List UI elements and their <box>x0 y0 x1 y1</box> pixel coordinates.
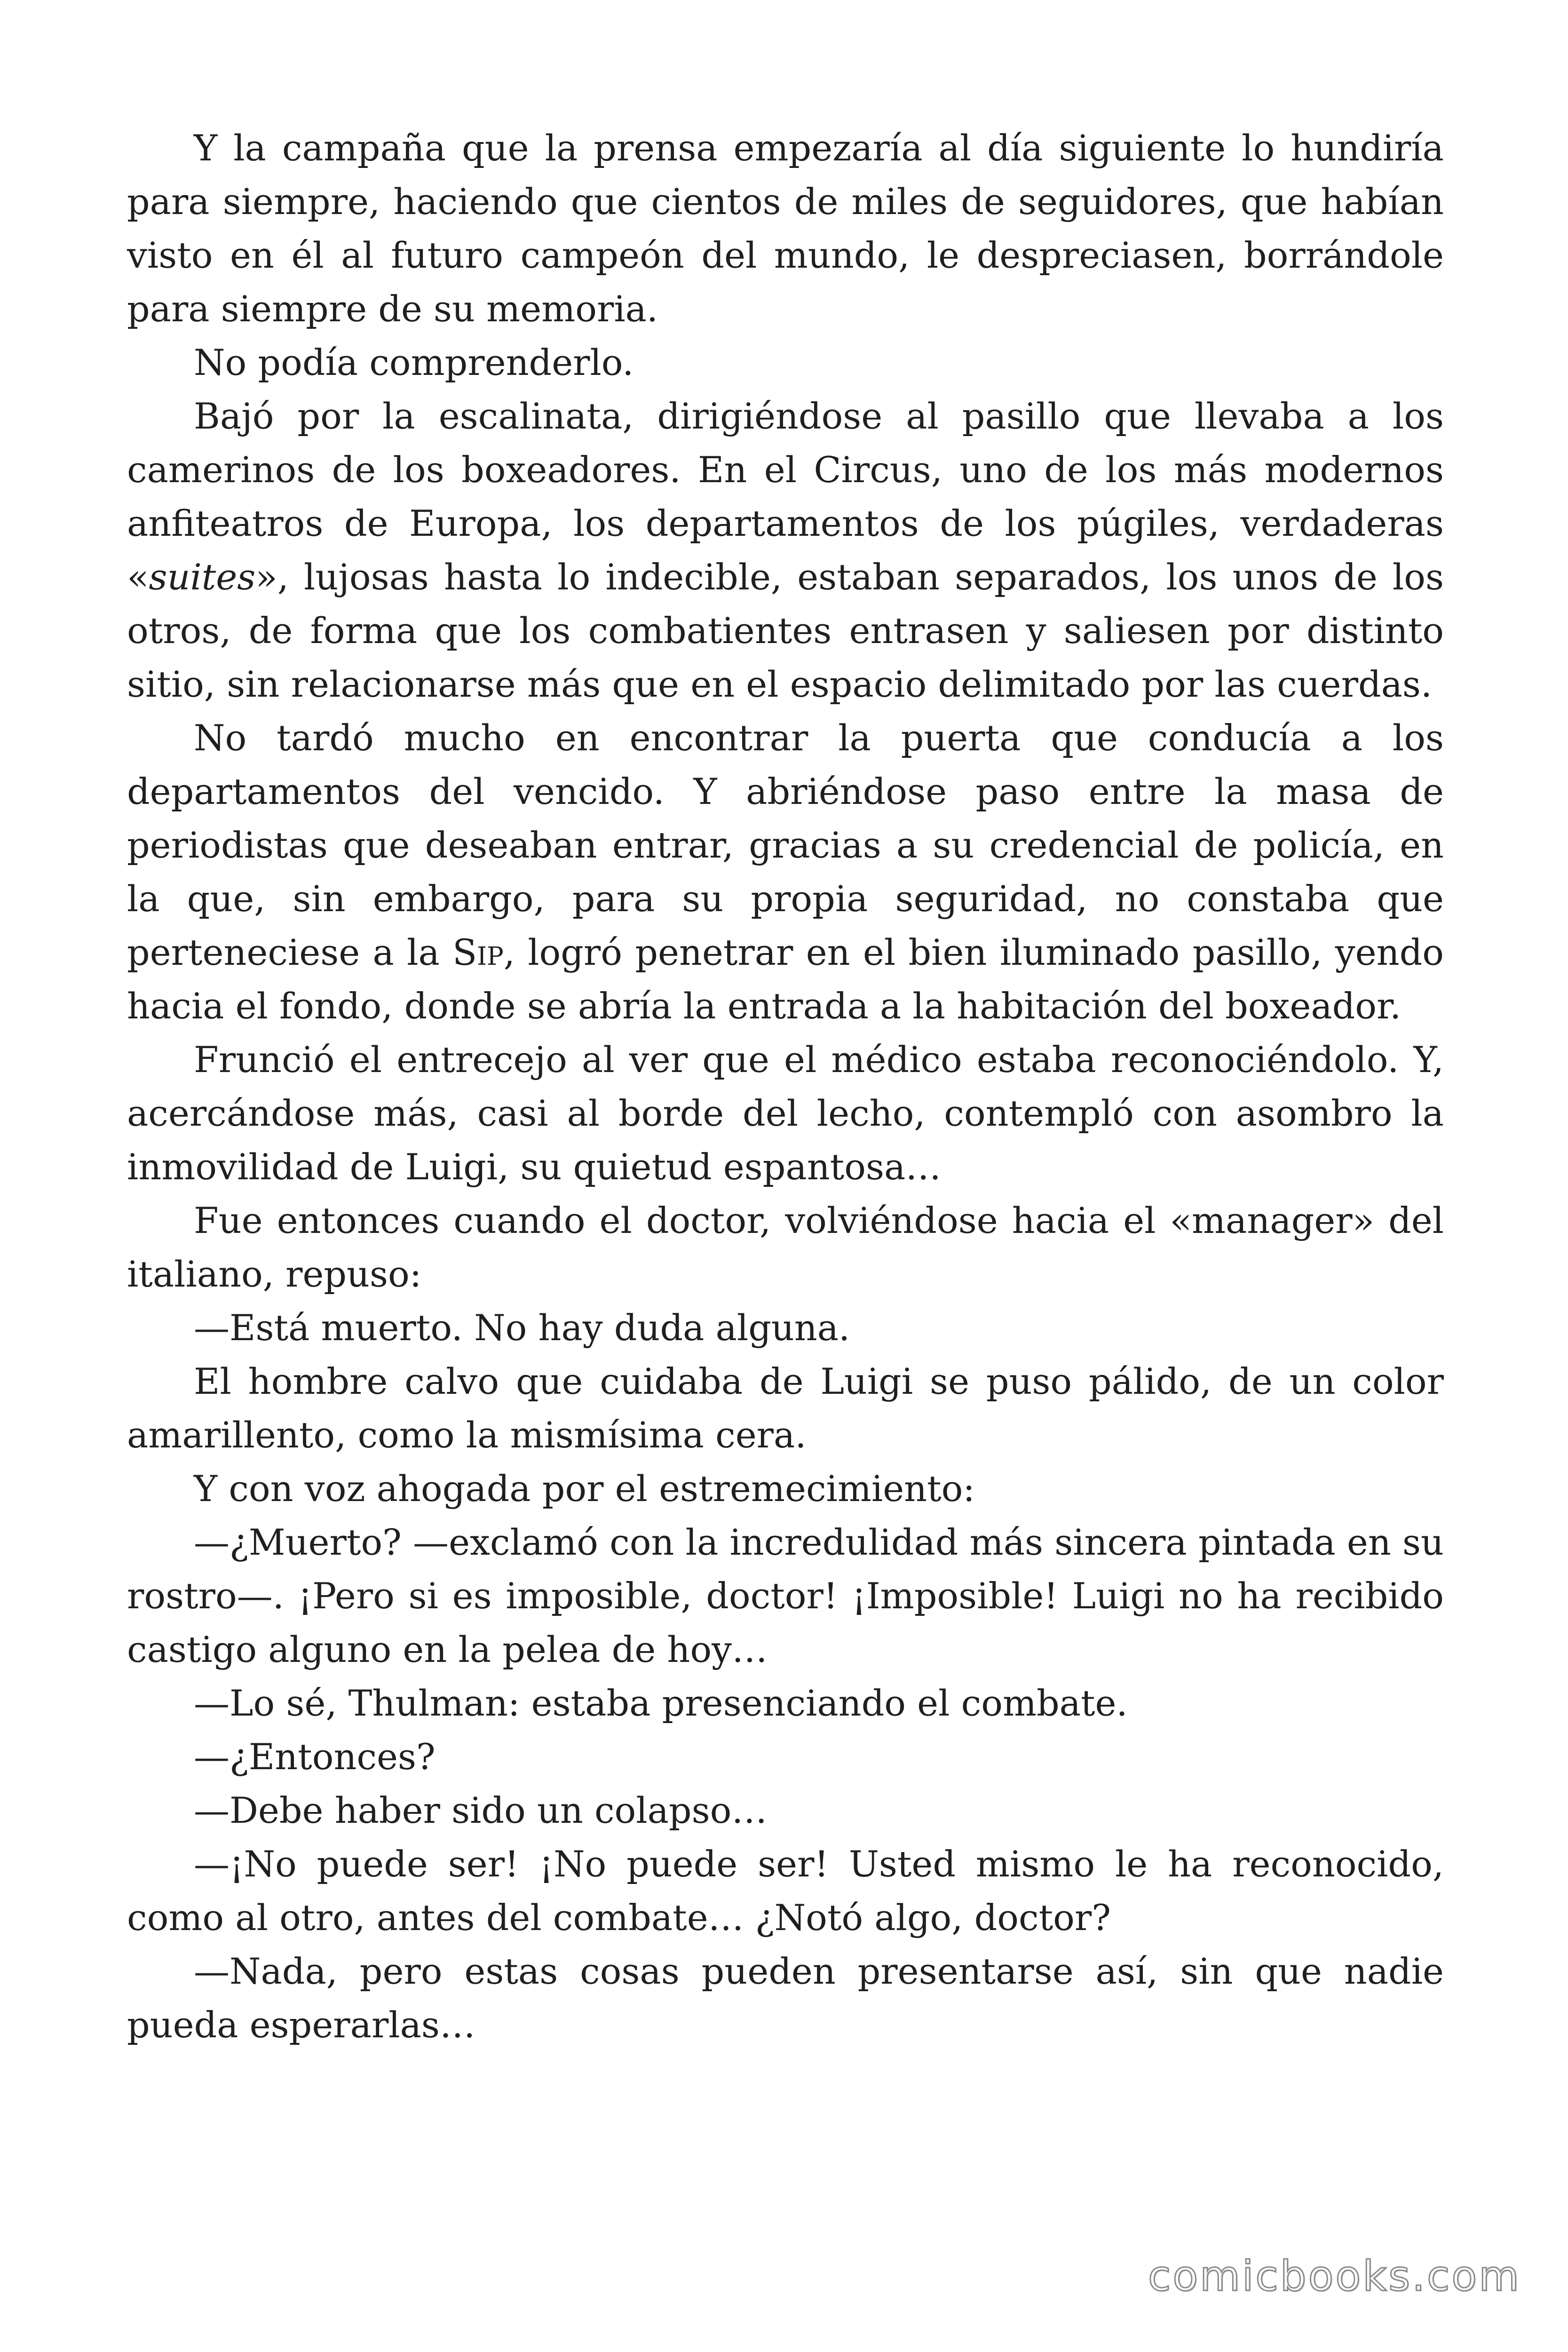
acronym: Sip <box>452 931 504 973</box>
dialogue-line: —Nada, pero estas cosas pueden presentarse así, sin que nadie pueda esperarlas… <box>127 1950 1444 2046</box>
paragraph-text: », lujosas hasta lo indecible, estaban separados, los unos de los otros, de forma que los combatientes entrasen y saliesen por distinto sitio, sin relacionarse más que en el espacio delimitado por las cuerdas. <box>127 556 1444 705</box>
paragraph <box>127 389 1444 711</box>
paragraph <box>127 711 1444 1033</box>
paragraph: Y la campaña que la prensa empezaría al día siguiente lo hundiría para siempre, haciendo que cientos de miles de seguidores, que habían visto en él al futuro campeón del mundo, le despreciasen, borrándole para siempre de su memoria. <box>127 127 1444 330</box>
paragraph: Frunció el entrecejo al ver que el médico estaba reconociéndolo. Y, acercándose más, casi al borde del lecho, contempló con asombro la inmovilidad de Luigi, su quietud espantosa… <box>127 1039 1444 1188</box>
paragraph-text: , logró penetrar en el bien iluminado pasillo, yendo hacia el fondo, donde se abría la entrada a la habitación del boxeador. <box>127 931 1444 1027</box>
watermark: comicbooks.com <box>1148 2252 1521 2300</box>
paragraph: El hombre calvo que cuidaba de Luigi se puso pálido, de un color amarillento, como la mismísima cera. <box>127 1360 1444 1456</box>
dialogue-line: —Debe haber sido un colapso… <box>194 1789 768 1831</box>
paragraph: Y con voz ahogada por el estremecimiento: <box>194 1468 975 1510</box>
dialogue-line: —¿Entonces? <box>194 1736 436 1778</box>
dialogue-line: —¡No puede ser! ¡No puede ser! Usted mismo le ha reconocido, como al otro, antes del combate… ¿Notó algo, doctor? <box>127 1843 1444 1939</box>
paragraph: Fue entonces cuando el doctor, volviéndose hacia el «manager» del italiano, repuso: <box>127 1200 1444 1295</box>
dialogue-line: —¿Muerto? —exclamó con la incredulidad más sincera pintada en su rostro—. ¡Pero si es imposible, doctor! ¡Imposible! Luigi no ha recibido castigo alguno en la pelea de hoy… <box>127 1521 1444 1670</box>
italic-term: suites <box>149 556 256 598</box>
book-page <box>127 121 1444 2052</box>
dialogue-line: —Está muerto. No hay duda alguna. <box>194 1307 850 1349</box>
paragraph-text: Bajó por la escalinata, dirigiéndose al pasillo que llevaba a los camerinos de los boxeadores. En el Circus, uno de los más modernos anfiteatros de Europa, los departamentos de los púgiles, verdaderas « <box>127 395 1444 598</box>
paragraph: No podía comprenderlo. <box>194 342 634 383</box>
dialogue-line: —Lo sé, Thulman: estaba presenciando el combate. <box>194 1682 1128 1724</box>
paragraph-text: No tardó mucho en encontrar la puerta que conducía a los departamentos del vencido. Y abriéndose paso entre la masa de periodistas que deseaban entrar, gracias a su credencial de policía, en la que, sin embargo, para su propia seguridad, no constaba que perteneciese a la <box>127 717 1444 973</box>
